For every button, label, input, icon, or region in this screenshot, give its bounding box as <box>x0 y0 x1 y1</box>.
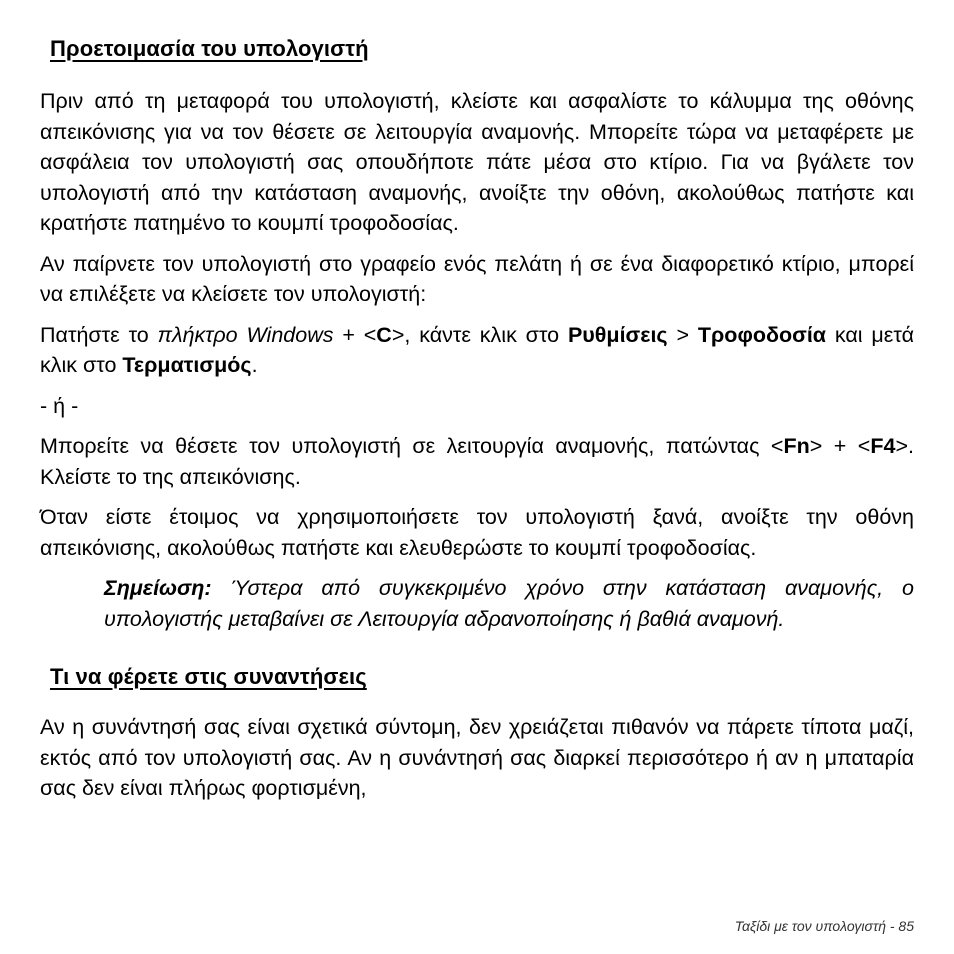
paragraph-preparing-intro: Πριν από τη μεταφορά του υπολογιστή, κλείστε και ασφαλίστε το κάλυμμα της οθόνης απεικόνισης για να τον θέσετε σε λειτουργία αναμονής. Μπορείτε τώρα να μεταφέρετε με ασφάλεια τον υπολογιστή σας οπουδήποτε πάτε μέσα στο κτίριο. Για να βγάλετε τον υπολογιστή από την κατάσταση αναμονής, ανοίξτε την οθόνη, ακολούθως πατήστε και κρατήστε πατημένο το κουμπί τροφοδοσίας. <box>40 89 914 235</box>
paragraph-or-separator: - ή - <box>40 393 79 418</box>
text-span: >, κάντε κλικ στο <box>391 322 568 347</box>
document-page <box>40 34 914 814</box>
text-span: . <box>251 353 258 377</box>
settings-bold: Ρυθμίσεις <box>567 322 668 347</box>
power-bold: Τροφοδοσία <box>697 322 827 347</box>
text-span: και μετά κλικ στο <box>40 322 915 377</box>
note-label: Σημείωση: <box>104 576 212 600</box>
note-text: Ύστερα από συγκεκριμένο χρόνο στην κατάσταση αναμονής, ο υπολογιστής μεταβαίνει σε Λειτουργία αδρανοποίησης ή βαθιά αναμονή. <box>104 576 914 631</box>
section-heading-meetings: Τι να φέρετε στις συναντήσεις <box>50 664 367 689</box>
text-span: + < <box>333 322 377 347</box>
key-c-bold: C <box>376 322 392 347</box>
paragraph-resume: Όταν είστε έτοιμος να χρησιμοποιήσετε τον υπολογιστή ξανά, ανοίξτε την οθόνη απεικόνισης, ακολούθως πατήστε και ελευθερώστε το κουμπί τροφοδοσίας. <box>40 505 914 560</box>
text-span: > <box>667 322 698 347</box>
page-footer: Ταξίδι με τον υπολογιστή - 85 <box>734 918 914 934</box>
key-fn-bold: Fn <box>783 434 810 458</box>
section-heading-preparing-computer: Προετοιμασία του υπολογιστή <box>50 36 369 61</box>
text-span: Πατήστε το <box>40 322 158 347</box>
key-windows-italic: πλήκτρο Windows <box>157 322 334 347</box>
shutdown-bold: Τερματισμός <box>122 353 252 377</box>
paragraph-sleep-shortcut <box>40 431 914 492</box>
note-paragraph <box>104 573 914 634</box>
paragraph-meetings: Αν η συνάντησή σας είναι σχετικά σύντομη, δεν χρειάζεται πιθανόν να πάρετε τίποτα μαζί, εκτός από τον υπολογιστή σας. Αν η συνάντησή σας διαρκεί περισσότερο ή αν η μπαταρία σας δεν είναι πλήρως φορτισμένη, <box>40 715 914 800</box>
text-span: Μπορείτε να θέσετε τον υπολογιστή σε λειτουργία αναμονής, πατώντας < <box>40 434 784 458</box>
paragraph-taking-to-client: Αν παίρνετε τον υπολογιστή στο γραφείο ενός πελάτη ή σε ένα διαφορετικό κτίριο, μπορεί να επιλέξετε να κλείσετε τον υπολογιστή: <box>40 251 914 306</box>
text-span: > + < <box>809 434 871 458</box>
key-f4-bold: F4 <box>870 434 896 458</box>
paragraph-shutdown-steps <box>40 320 914 381</box>
text-span: >. Κλείστε το της απεικόνισης. <box>40 434 914 489</box>
